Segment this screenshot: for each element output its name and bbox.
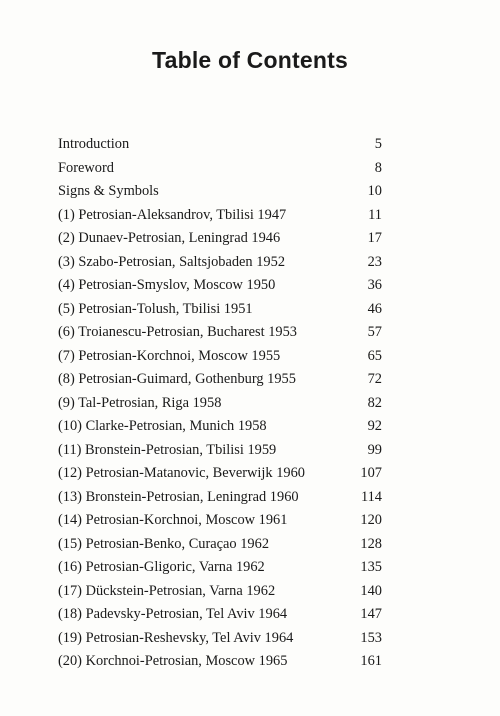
toc-entry [58, 254, 382, 278]
toc-entry-title: (6) Troianescu-Petrosian, Bucharest 1953 [58, 324, 298, 340]
toc-entry-page-number: 72 [367, 371, 382, 387]
toc-entry-page-number: 140 [360, 582, 382, 599]
toc-entry [58, 653, 382, 677]
toc-entry-title: (13) Bronstein-Petrosian, Leningrad 1960 [58, 488, 299, 505]
toc-entry-title: (7) Petrosian-Korchnoi, Moscow 1955 [58, 347, 281, 364]
toc-entry-page-number: 82 [367, 394, 382, 411]
toc-entry-page-number: 46 [367, 300, 382, 317]
toc-entry-title: (11) Bronstein-Petrosian, Tbilisi 1959 [58, 441, 277, 458]
toc-entry [58, 230, 382, 254]
toc-entry [58, 583, 382, 607]
toc-entry [58, 630, 382, 654]
toc-entry-page-number: 153 [360, 629, 382, 646]
toc-entry-page-number: 135 [360, 559, 382, 575]
toc-entry [58, 465, 382, 489]
toc-entry-title: (17) Dückstein-Petrosian, Varna 1962 [58, 582, 276, 599]
toc-entry-title: (1) Petrosian-Aleksandrov, Tbilisi 1947 [58, 206, 287, 223]
toc-entry [58, 536, 382, 560]
toc-entry [58, 324, 382, 348]
toc-entry [58, 136, 382, 160]
toc-entry-page-number: 57 [367, 324, 382, 340]
toc-entry [58, 207, 382, 231]
toc-entry-page-number: 8 [374, 159, 382, 176]
toc-entry-title: (20) Korchnoi-Petrosian, Moscow 1965 [58, 653, 288, 669]
toc-entry-title: (14) Petrosian-Korchnoi, Moscow 1961 [58, 512, 288, 528]
toc-entry-title: (18) Padevsky-Petrosian, Tel Aviv 1964 [58, 606, 288, 622]
toc-entry-title: (10) Clarke-Petrosian, Munich 1958 [58, 418, 267, 434]
toc-entry [58, 559, 382, 583]
toc-entry [58, 442, 382, 466]
toc-entry [58, 301, 382, 325]
toc-entry-title: (19) Petrosian-Reshevsky, Tel Aviv 1964 [58, 629, 294, 646]
toc-entry [58, 348, 382, 372]
toc-entry [58, 489, 382, 513]
page-title: Table of Contents [152, 47, 348, 74]
toc-entry-title: (9) Tal-Petrosian, Riga 1958 [58, 394, 222, 411]
toc-entry-title: (12) Petrosian-Matanovic, Beverwijk 1960 [58, 465, 305, 481]
toc-entry-title: (4) Petrosian-Smyslov, Moscow 1950 [58, 277, 276, 293]
toc-entry-page-number: 147 [360, 606, 382, 622]
toc-entry-page-number: 11 [368, 206, 382, 223]
toc-entry [58, 606, 382, 630]
toc-entry-page-number: 92 [367, 418, 382, 434]
toc-entry [58, 418, 382, 442]
toc-entry-page-number: 36 [367, 277, 382, 293]
toc-entry-page-number: 23 [367, 253, 382, 270]
toc-entry-title: Introduction [58, 136, 130, 152]
toc-entry-page-number: 161 [360, 653, 382, 669]
toc-entry [58, 395, 382, 419]
toc-entry-title: (16) Petrosian-Gligoric, Varna 1962 [58, 559, 265, 575]
toc-entry [58, 160, 382, 184]
toc-entry-page-number: 5 [374, 136, 382, 152]
toc-entry-page-number: 99 [367, 441, 382, 458]
table-of-contents [58, 136, 382, 677]
toc-entry-title: (15) Petrosian-Benko, Curaçao 1962 [58, 535, 270, 552]
toc-entry-title: Foreword [58, 159, 114, 176]
toc-entry [58, 183, 382, 207]
toc-entry [58, 277, 382, 301]
toc-entry-page-number: 10 [367, 183, 382, 199]
toc-entry-page-number: 17 [367, 230, 382, 246]
toc-entry [58, 512, 382, 536]
toc-entry-page-number: 114 [360, 488, 382, 505]
toc-entry-title: (3) Szabo-Petrosian, Saltsjobaden 1952 [58, 253, 286, 270]
toc-entry-page-number: 120 [360, 512, 382, 528]
toc-entry [58, 371, 382, 395]
toc-entry-title: Signs & Symbols [58, 183, 159, 199]
toc-entry-title: (5) Petrosian-Tolush, Tbilisi 1951 [58, 300, 253, 317]
toc-entry-page-number: 65 [367, 347, 382, 364]
toc-entry-title: (8) Petrosian-Guimard, Gothenburg 1955 [58, 371, 296, 387]
toc-entry-page-number: 128 [360, 535, 382, 552]
toc-entry-page-number: 107 [360, 465, 382, 481]
toc-entry-title: (2) Dunaev-Petrosian, Leningrad 1946 [58, 230, 281, 246]
